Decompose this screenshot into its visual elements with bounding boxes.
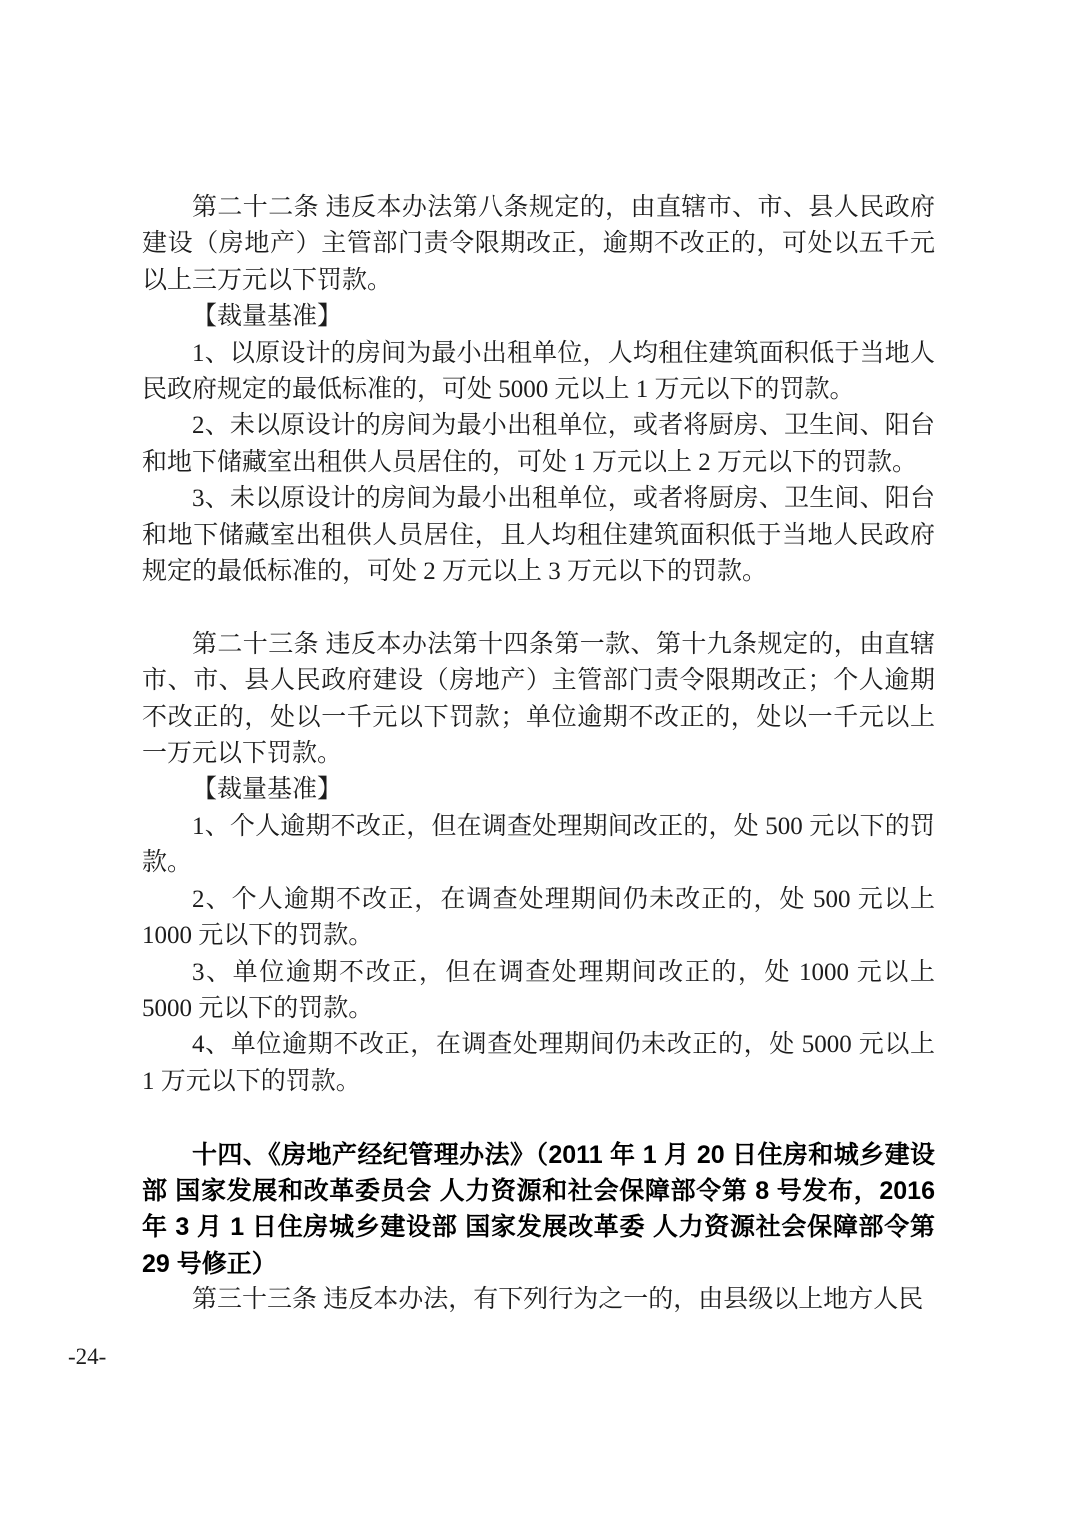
article-33-paragraph: 第三十三条 违反本办法，有下列行为之一的，由县级以上地方人民 bbox=[192, 1286, 924, 1314]
article-23-paragraph: 第二十三条 违反本办法第十四条第一款、第十九条规定的，由直辖市、市、县人民政府建设（房地产）主管部门责令限期改正；个人逾期不改正的，处以一千元以下罚款；单位逾期不改正的，处以一千元以上一万元以下罚款。 bbox=[142, 630, 935, 768]
article-22-paragraph: 第二十二条 违反本办法第八条规定的，由直辖市、市、县人民政府建设（房地产）主管部门责令限期改正，逾期不改正的，可处以五千元以上三万元以下罚款。 bbox=[142, 194, 935, 294]
article-22-item-3: 3、未以原设计的房间为最小出租单位，或者将厨房、卫生间、阳台和地下储藏室出租供人员居住，且人均租住建筑面积低于当地人民政府规定的最低标准的，可处 2 万元以上 3 万元以下的罚款。 bbox=[142, 485, 935, 586]
article-23-item-1: 1、个人逾期不改正，但在调查处理期间改正的，处 500 元以下的罚款。 bbox=[142, 812, 935, 877]
article-23-item-4: 4、单位逾期不改正，在调查处理期间仍未改正的，处 5000 元以上 1 万元以下的罚款。 bbox=[142, 1031, 935, 1095]
article-23-item-2: 2、个人逾期不改正，在调查处理期间仍未改正的，处 500 元以上 1000 元以下的罚款。 bbox=[142, 885, 935, 950]
article-23-item-3: 3、单位逾期不改正，但在调查处理期间改正的，处 1000 元以上 5000 元以下的罚款。 bbox=[142, 958, 935, 1022]
discretion-basis-label-2: 【裁量基准】 bbox=[192, 776, 343, 804]
article-22-item-1: 1、以原设计的房间为最小出租单位，人均租住建筑面积低于当地人民政府规定的最低标准的，可处 5000 元以上 1 万元以下的罚款。 bbox=[142, 339, 935, 404]
document-body bbox=[142, 190, 935, 1319]
page-number: -24- bbox=[68, 1344, 107, 1369]
discretion-basis-label-1: 【裁量基准】 bbox=[192, 303, 343, 331]
regulation-heading-14: 十四、《房地产经纪管理办法》（2011 年 1 月 20 日住房和城乡建设部 国家发展和改革委员会 人力资源和社会保障部令第 8 号发布，2016 年 3 月 1 日住房城乡建设部 国家发展改革委 人力资源社会保障部令第 29 号修正） bbox=[142, 1140, 935, 1278]
article-22-item-2: 2、未以原设计的房间为最小出租单位，或者将厨房、卫生间、阳台和地下储藏室出租供人员居住的，可处 1 万元以上 2 万元以下的罚款。 bbox=[142, 412, 935, 476]
